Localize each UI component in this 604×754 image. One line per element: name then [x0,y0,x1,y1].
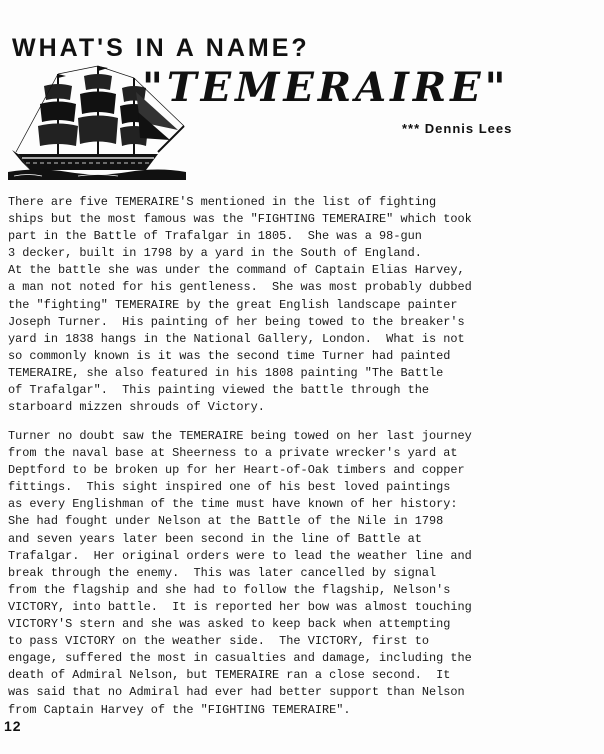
text-line: She had fought under Nelson at the Battle of the Nile in 1798 [8,514,444,529]
text-line: VICTORY'S stern and she was asked to keep back when attempting [8,617,451,632]
text-line: was said that no Admiral had ever had better support than Nelson [8,685,465,700]
section-heading: WHAT'S IN A NAME? [12,34,310,62]
text-line: from the flagship and she had to follow the flagship, Nelson's [8,582,451,597]
text-line: There are five TEMERAIRE'S mentioned in the list of fighting [8,195,437,209]
text-line: Turner no doubt saw the TEMERAIRE being towed on her last journey [8,429,472,443]
text-line: fittings. This sight inspired one of his best loved paintings [8,480,451,495]
text-line: starboard mizzen shrouds of Victory. [8,400,265,415]
text-line: Trafalgar. Her original orders were to lead the weather line and [8,548,472,563]
text-line: from the naval base at Sheerness to a private wrecker's yard at [8,446,458,461]
text-line: At the battle she was under the command of Captain Elias Harvey, [8,263,465,278]
text-line: a man not noted for his gentleness. She was most probably dubbed [8,280,472,295]
text-line: to pass VICTORY on the weather side. The VICTORY, first to [8,634,429,649]
text-line: death of Admiral Nelson, but TEMERAIRE ran a close second. It [8,668,451,683]
text-line: Deptford to be broken up for her Heart-of-Oak timbers and copper [8,463,465,478]
article-title: "TEMERAIRE" [142,64,510,111]
text-line: engage, suffered the most in casualties and damage, including the [8,651,472,666]
text-line: break through the enemy. This was later cancelled by signal [8,565,437,580]
text-line: VICTORY, into battle. It is reported her bow was almost touching [8,599,472,614]
text-line: TEMERAIRE, she also featured in his 1808 painting "The Battle [8,365,444,380]
text-line: and seven years later been second in the line of Battle at [8,531,422,546]
text-line: so commonly known is it was the second time Turner had painted [8,348,451,363]
paragraph-2 [8,428,604,719]
author-byline: *** Dennis Lees [402,121,513,136]
text-line: Joseph Turner. His painting of her being towed to the breaker's [8,314,465,329]
text-line: 3 decker, built in 1798 by a yard in the South of England. [8,246,422,261]
text-line: ships but the most famous was the "FIGHTING TEMERAIRE" which took [8,212,472,227]
paragraph-1 [8,194,604,416]
text-line: part in the Battle of Trafalgar in 1805. She was a 98-gun [8,229,422,244]
text-line: as every Englishman of the time must have known of her history: [8,497,458,512]
text-line: of Trafalgar". This painting viewed the battle through the [8,383,429,398]
text-line: the "fighting" TEMERAIRE by the great English landscape painter [8,297,458,312]
text-line: from Captain Harvey of the "FIGHTING TEMERAIRE". [8,702,351,717]
text-line: yard in 1838 hangs in the National Gallery, London. What is not [8,331,465,346]
page-number: 12 [4,718,22,734]
